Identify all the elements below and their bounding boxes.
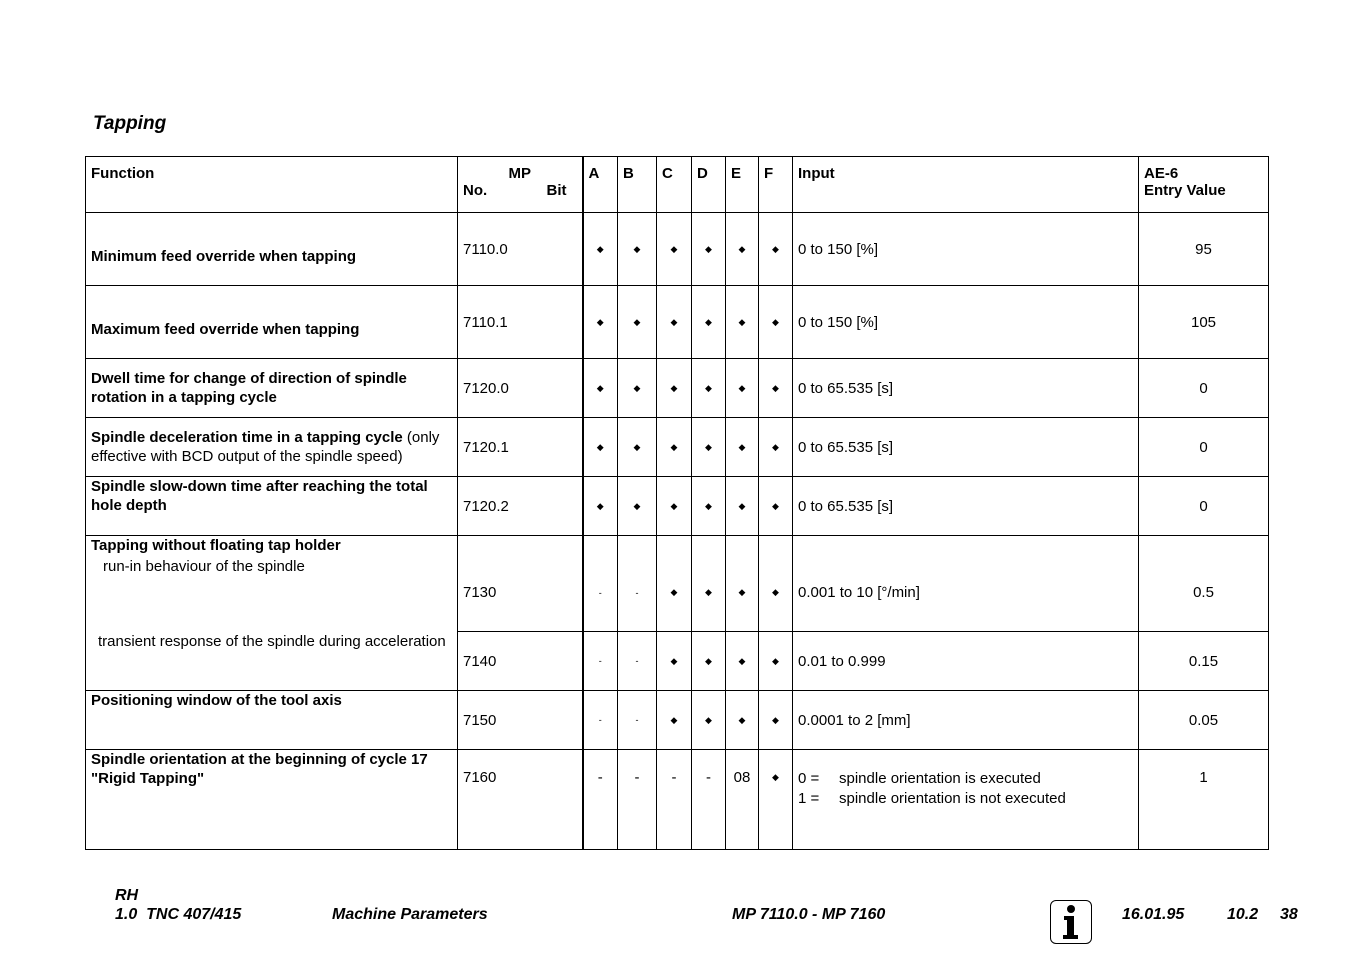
input-options xyxy=(793,750,1139,850)
mp-number: 7150 xyxy=(458,691,583,750)
function-cell: Minimum feed override when tapping xyxy=(86,213,458,286)
footer-date: 16.01.95 xyxy=(1122,906,1185,923)
cell-b: ◆ xyxy=(618,213,657,286)
header-f: F xyxy=(759,157,793,213)
header-mp-label: MP xyxy=(508,165,531,182)
entry-value: 95 xyxy=(1139,213,1269,286)
cell-c: ◆ xyxy=(657,632,692,691)
cell-b: - xyxy=(618,632,657,691)
input-range: 0 to 65.535 [s] xyxy=(793,418,1139,477)
cell-a: ◆ xyxy=(583,213,618,286)
table-row xyxy=(86,418,1269,477)
input-range: 0.0001 to 2 [mm] xyxy=(793,691,1139,750)
cell-e: ◆ xyxy=(726,632,759,691)
cell-e: ◆ xyxy=(726,286,759,359)
cell-c: - xyxy=(657,750,692,850)
cell-c: ◆ xyxy=(657,536,692,632)
cell-f: ◆ xyxy=(759,750,793,850)
function-cell: Spindle orientation at the beginning of cycle 17 "Rigid Tapping" xyxy=(86,750,458,850)
header-entry-value: Entry Value xyxy=(1144,182,1226,199)
section-title: Tapping xyxy=(93,113,167,134)
input-range: 0 to 65.535 [s] xyxy=(793,477,1139,536)
mp-number: 7110.0 xyxy=(458,213,583,286)
cell-f: ◆ xyxy=(759,632,793,691)
mp-number: 7130 xyxy=(458,536,583,632)
table-row xyxy=(86,750,1269,850)
mp-number: 7120.1 xyxy=(458,418,583,477)
option-code: 1 = xyxy=(798,790,820,807)
function-note: (only effective with BCD output of the spindle speed) xyxy=(91,429,440,465)
header-mp-bit: Bit xyxy=(546,182,567,199)
cell-d: ◆ xyxy=(692,418,726,477)
cell-c: ◆ xyxy=(657,691,692,750)
entry-value: 0 xyxy=(1139,418,1269,477)
footer-page: 38 xyxy=(1280,906,1298,923)
cell-b: - xyxy=(618,750,657,850)
table-header-row xyxy=(86,157,1269,213)
cell-c: ◆ xyxy=(657,213,692,286)
cell-d: ◆ xyxy=(692,286,726,359)
header-input: Input xyxy=(793,157,1139,213)
cell-c: ◆ xyxy=(657,359,692,418)
function-bold: Spindle deceleration time in a tapping cycle xyxy=(91,429,403,446)
cell-f: ◆ xyxy=(759,477,793,536)
cell-c: ◆ xyxy=(657,418,692,477)
cell-f: ◆ xyxy=(759,536,793,632)
option-text: spindle orientation is executed xyxy=(839,770,1041,787)
cell-a: ◆ xyxy=(583,418,618,477)
header-mp xyxy=(458,157,583,213)
cell-d: ◆ xyxy=(692,359,726,418)
info-glyph-icon xyxy=(1059,904,1083,940)
cell-b: ◆ xyxy=(618,418,657,477)
cell-e: ◆ xyxy=(726,691,759,750)
table-row xyxy=(86,213,1269,286)
function-cell: Spindle slow-down time after reaching the total hole depth xyxy=(86,477,458,536)
function-cell: Positioning window of the tool axis xyxy=(86,691,458,750)
cell-e: ◆ xyxy=(726,418,759,477)
table-row xyxy=(86,359,1269,418)
cell-a: ◆ xyxy=(583,286,618,359)
cell-a: - xyxy=(583,632,618,691)
entry-value: 0.5 xyxy=(1139,536,1269,632)
cell-a: ◆ xyxy=(583,477,618,536)
function-bold: Tapping without floating tap holder xyxy=(91,537,341,554)
function-cell xyxy=(86,536,458,632)
mp-number: 7120.2 xyxy=(458,477,583,536)
cell-b: ◆ xyxy=(618,359,657,418)
cell-d: ◆ xyxy=(692,477,726,536)
footer-version: 1.0 TNC 407/415 xyxy=(115,906,242,923)
cell-c: ◆ xyxy=(657,477,692,536)
cell-a: - xyxy=(583,750,618,850)
cell-a: - xyxy=(583,691,618,750)
input-range: 0 to 150 [%] xyxy=(793,286,1139,359)
input-range: 0 to 150 [%] xyxy=(793,213,1139,286)
table-row xyxy=(86,536,1269,632)
input-range: 0.001 to 10 [°/min] xyxy=(793,536,1139,632)
function-note: run-in behaviour of the spindle xyxy=(103,558,305,575)
cell-f: ◆ xyxy=(759,359,793,418)
cell-d: - xyxy=(692,750,726,850)
info-icon xyxy=(1050,900,1092,944)
table-row xyxy=(86,632,1269,691)
cell-a: - xyxy=(583,536,618,632)
footer-range: MP 7110.0 - MP 7160 xyxy=(732,906,886,923)
entry-value: 1 xyxy=(1139,750,1269,850)
cell-d: ◆ xyxy=(692,536,726,632)
function-cell: Maximum feed override when tapping xyxy=(86,286,458,359)
header-a: A xyxy=(583,157,618,213)
cell-e: ◆ xyxy=(726,477,759,536)
header-mp-no: No. xyxy=(463,182,488,199)
header-e: E xyxy=(726,157,759,213)
cell-f: ◆ xyxy=(759,286,793,359)
mp-number: 7140 xyxy=(458,632,583,691)
cell-f: ◆ xyxy=(759,418,793,477)
cell-e: ◆ xyxy=(726,359,759,418)
function-cell: transient response of the spindle during acceleration xyxy=(86,632,458,691)
header-ae6 xyxy=(1139,157,1269,213)
cell-b: - xyxy=(618,536,657,632)
cell-d: ◆ xyxy=(692,691,726,750)
cell-e: ◆ xyxy=(726,536,759,632)
cell-d: ◆ xyxy=(692,213,726,286)
cell-f: ◆ xyxy=(759,691,793,750)
function-cell: Dwell time for change of direction of spindle rotation in a tapping cycle xyxy=(86,359,458,418)
footer-title: Machine Parameters xyxy=(332,906,488,923)
cell-a: ◆ xyxy=(583,359,618,418)
entry-value: 105 xyxy=(1139,286,1269,359)
input-range: 0 to 65.535 [s] xyxy=(793,359,1139,418)
function-cell xyxy=(86,418,458,477)
header-d: D xyxy=(692,157,726,213)
header-function: Function xyxy=(86,157,458,213)
entry-value: 0 xyxy=(1139,359,1269,418)
mp-number: 7160 xyxy=(458,750,583,850)
option-text: spindle orientation is not executed xyxy=(839,790,1066,807)
cell-e: ◆ xyxy=(726,213,759,286)
entry-value: 0.15 xyxy=(1139,632,1269,691)
cell-b: - xyxy=(618,691,657,750)
parameter-table xyxy=(85,156,1269,850)
header-c: C xyxy=(657,157,692,213)
entry-value: 0.05 xyxy=(1139,691,1269,750)
mp-number: 7110.1 xyxy=(458,286,583,359)
cell-b: ◆ xyxy=(618,286,657,359)
header-b: B xyxy=(618,157,657,213)
input-range: 0.01 to 0.999 xyxy=(793,632,1139,691)
table-row xyxy=(86,286,1269,359)
entry-value: 0 xyxy=(1139,477,1269,536)
cell-b: ◆ xyxy=(618,477,657,536)
cell-c: ◆ xyxy=(657,286,692,359)
table-row xyxy=(86,477,1269,536)
table-row xyxy=(86,691,1269,750)
cell-f: ◆ xyxy=(759,213,793,286)
cell-e: 08 xyxy=(726,750,759,850)
footer-author: RH xyxy=(115,887,139,904)
header-ae6-label: AE-6 xyxy=(1144,165,1179,182)
footer-section: 10.2 xyxy=(1227,906,1259,923)
option-code: 0 = xyxy=(798,770,820,787)
cell-d: ◆ xyxy=(692,632,726,691)
mp-number: 7120.0 xyxy=(458,359,583,418)
